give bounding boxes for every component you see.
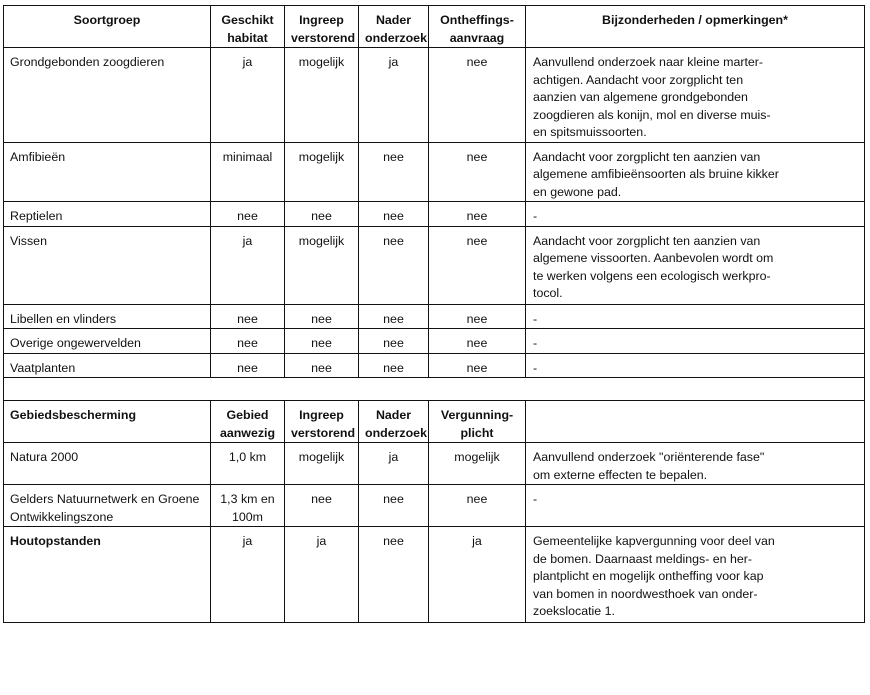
text-line: zoekslocatie 1. <box>533 604 615 618</box>
text-line: - <box>533 492 538 506</box>
text-line: te werken volgens een ecologisch werkpro- <box>533 268 771 283</box>
area-rows <box>4 443 865 623</box>
text-line: Ontwikkelingszone <box>10 509 114 524</box>
text-line: Ingreep <box>299 408 344 422</box>
table-row <box>4 443 865 485</box>
text-line: Bijzonderheden / opmerkingen* <box>602 13 788 27</box>
text-line: Ingreep <box>299 13 344 27</box>
aanwezig-cell <box>211 443 285 485</box>
text-line: Aandacht voor zorgplicht ten aanzien van <box>533 233 761 248</box>
remark-cell <box>526 226 865 304</box>
header-ontheffingsaanvraag <box>429 6 526 48</box>
text-line: aanzien van algemene grondgebonden <box>533 90 748 104</box>
text-line: Nader <box>375 13 412 27</box>
aanvraag-cell: nee <box>429 226 526 304</box>
habitat-cell: ja <box>211 48 285 143</box>
habitat-cell: nee <box>211 329 285 354</box>
remark-cell <box>526 304 865 329</box>
header-ingreep-verstorend <box>285 6 359 48</box>
text-line: algemene vissoorten. Aanbevolen wordt om <box>533 251 774 265</box>
verstorend-cell: mogelijk <box>285 48 359 143</box>
habitat-cell: ja <box>211 226 285 304</box>
text-line: ja <box>242 534 253 548</box>
habitat-cell: minimaal <box>211 142 285 202</box>
text-line: zoogdieren als konijn, mol en diverse muis- <box>533 107 771 122</box>
plicht-cell: ja <box>429 527 526 623</box>
onderzoek-cell: nee <box>359 485 429 527</box>
text-line: Ontheffings- <box>440 13 514 27</box>
text-line: verstorend <box>291 30 356 45</box>
header-vergunningplicht <box>429 401 526 443</box>
soortgroep-cell: Vaatplanten <box>4 353 211 378</box>
onderzoek-cell: ja <box>359 443 429 485</box>
onderzoek-cell: nee <box>359 226 429 304</box>
text-line: verstorend <box>291 425 356 440</box>
text-line: algemene amfibieënsoorten als bruine kikker <box>533 167 779 181</box>
onderzoek-cell: nee <box>359 142 429 202</box>
text-line: Geschikt <box>221 13 274 27</box>
aanvraag-cell: nee <box>429 142 526 202</box>
table-row <box>4 304 865 329</box>
aanwezig-cell <box>211 485 285 527</box>
text-line: aanwezig <box>219 425 276 440</box>
onderzoek-cell: ja <box>359 48 429 143</box>
verstorend-cell: mogelijk <box>285 226 359 304</box>
text-line: Aanvullend onderzoek naar kleine marter- <box>533 55 764 69</box>
text-line: Nader <box>375 408 412 422</box>
table-row <box>4 485 865 527</box>
aanvraag-cell: nee <box>429 202 526 227</box>
verstorend-cell: nee <box>285 202 359 227</box>
text-line: achtigen. Aandacht voor zorgplicht ten <box>533 72 744 87</box>
header-gebiedsbescherming <box>4 401 211 443</box>
aanvraag-cell: nee <box>429 329 526 354</box>
gebied-cell <box>4 527 211 623</box>
text-line: aanvraag <box>449 30 505 45</box>
text-line: Aandacht voor zorgplicht ten aanzien van <box>533 149 761 164</box>
text-line: - <box>533 209 538 223</box>
header-geschikt-habitat <box>211 6 285 48</box>
table-row <box>4 48 865 143</box>
text-line: onderzoek <box>365 30 427 45</box>
text-line: - <box>533 360 538 375</box>
remark-cell <box>526 485 865 527</box>
soortgroep-cell: Amfibieën <box>4 142 211 202</box>
text-line: 1,3 km en <box>220 492 275 506</box>
table-row <box>4 353 865 378</box>
table-row <box>4 226 865 304</box>
aanvraag-cell: nee <box>429 48 526 143</box>
verstorend-cell: nee <box>285 304 359 329</box>
onderzoek-cell: nee <box>359 329 429 354</box>
remark-cell <box>526 353 865 378</box>
text-line: van bomen in noordwesthoek van onder- <box>533 586 758 601</box>
remark-cell <box>526 202 865 227</box>
text-line: Aanvullend onderzoek "oriënterende fase" <box>533 450 765 464</box>
species-rows <box>4 48 865 378</box>
remark-cell <box>526 48 865 143</box>
habitat-cell: nee <box>211 304 285 329</box>
text-line: en gewone pad. <box>533 184 622 199</box>
plicht-cell: nee <box>429 485 526 527</box>
text-line: tocol. <box>533 286 563 300</box>
text-line: - <box>533 311 538 326</box>
table-row <box>4 527 865 623</box>
verstorend-cell: ja <box>285 527 359 623</box>
remark-cell <box>526 329 865 354</box>
verstorend-cell: mogelijk <box>285 142 359 202</box>
text-line: 100m <box>232 509 263 524</box>
header-bijzonderheden <box>526 6 865 48</box>
text-line: habitat <box>227 30 268 45</box>
verstorend-cell: nee <box>285 485 359 527</box>
aanvraag-cell: nee <box>429 304 526 329</box>
text-line: Soortgroep <box>73 13 141 27</box>
text-line: 1,0 km <box>228 450 267 464</box>
verstorend-cell: nee <box>285 353 359 378</box>
plicht-cell: mogelijk <box>429 443 526 485</box>
soortgroep-cell: Reptielen <box>4 202 211 227</box>
table-row <box>4 202 865 227</box>
text-line: Gebiedsbescherming <box>10 408 137 422</box>
verstorend-cell: nee <box>285 329 359 354</box>
onderzoek-cell: nee <box>359 527 429 623</box>
verstorend-cell: mogelijk <box>285 443 359 485</box>
spacer-cell <box>4 378 865 401</box>
header-nader-onderzoek-2 <box>359 401 429 443</box>
table-row <box>4 329 865 354</box>
text-line: onderzoek <box>365 425 427 440</box>
text-line: Gemeentelijke kapvergunning voor deel van <box>533 534 775 548</box>
text-line: Natura 2000 <box>10 450 79 464</box>
habitat-cell: nee <box>211 202 285 227</box>
aanvraag-cell: nee <box>429 353 526 378</box>
text-line: plantplicht en mogelijk ontheffing voor kap <box>533 569 764 583</box>
text-line: en spitsmuissoorten. <box>533 125 647 139</box>
onderzoek-cell: nee <box>359 304 429 329</box>
gebied-cell <box>4 485 211 527</box>
text-line: om externe effecten te bepalen. <box>533 467 708 482</box>
table-row <box>4 142 865 202</box>
onderzoek-cell: nee <box>359 353 429 378</box>
remark-cell <box>526 527 865 623</box>
assessment-table <box>3 5 865 623</box>
area-header-row <box>4 401 865 443</box>
text-line: Gebied <box>226 408 269 422</box>
remark-cell <box>526 142 865 202</box>
header-gebied-aanwezig <box>211 401 285 443</box>
text-line: plicht <box>460 425 494 440</box>
text-line: Vergunning- <box>440 408 514 422</box>
soortgroep-cell: Grondgebonden zoogdieren <box>4 48 211 143</box>
remark-cell <box>526 443 865 485</box>
spacer-row <box>4 378 865 401</box>
habitat-cell: nee <box>211 353 285 378</box>
text-line: Gelders Natuurnetwerk en Groene <box>10 492 200 506</box>
header-nader-onderzoek <box>359 6 429 48</box>
header-ingreep-verstorend-2 <box>285 401 359 443</box>
header-soortgroep <box>4 6 211 48</box>
onderzoek-cell: nee <box>359 202 429 227</box>
text-line: Houtopstanden <box>10 534 101 548</box>
soortgroep-cell: Vissen <box>4 226 211 304</box>
aanwezig-cell <box>211 527 285 623</box>
species-header-row <box>4 6 865 48</box>
soortgroep-cell: Overige ongewervelden <box>4 329 211 354</box>
gebied-cell <box>4 443 211 485</box>
text-line: - <box>533 336 538 350</box>
soortgroep-cell: Libellen en vlinders <box>4 304 211 329</box>
header-empty <box>526 401 865 443</box>
text-line: de bomen. Daarnaast meldings- en her- <box>533 551 753 566</box>
